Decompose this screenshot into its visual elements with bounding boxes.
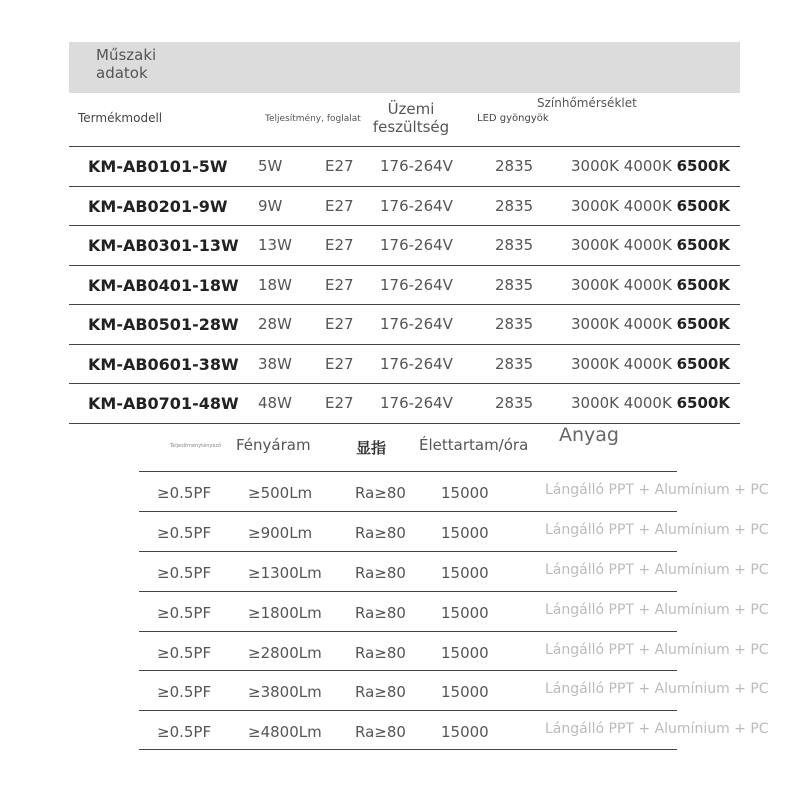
- header-material: Anyag: [559, 424, 619, 446]
- ra-cell: Ra≥80: [355, 723, 406, 741]
- ra-cell: Ra≥80: [355, 564, 406, 582]
- cct-cell: 3000K 4000K 6500K: [571, 394, 730, 412]
- lumen-cell: ≥900Lm: [248, 524, 313, 542]
- header-voltage: Üzemi feszültség: [372, 100, 450, 136]
- header-lifetime: Élettartam/óra: [419, 436, 529, 454]
- header-cct: Színhőmérséklet: [537, 96, 637, 110]
- lumen-cell: ≥3800Lm: [248, 683, 322, 701]
- header-power-factor: Teljesítménytényező: [170, 443, 222, 449]
- lifetime-cell: 15000: [441, 484, 489, 502]
- model-cell: KM-AB0401-18W: [88, 276, 239, 295]
- voltage-cell: 176-264V: [380, 157, 453, 175]
- model-cell: KM-AB0701-48W: [88, 394, 239, 413]
- model-cell: KM-AB0201-9W: [88, 197, 228, 216]
- base-cell: E27: [325, 236, 354, 254]
- table-divider: [69, 423, 740, 424]
- led-cell: 2835: [495, 157, 534, 175]
- page-title: Műszaki adatok: [96, 46, 157, 82]
- table-row: [139, 511, 769, 551]
- cct-cell: 3000K 4000K 6500K: [571, 236, 730, 254]
- table-row: [69, 383, 740, 423]
- ra-cell: Ra≥80: [355, 644, 406, 662]
- material-cell: Lángálló PPT + Alumínium + PC: [545, 482, 769, 498]
- table-row: [139, 670, 769, 710]
- ra-cell: Ra≥80: [355, 683, 406, 701]
- table-row: [69, 344, 740, 384]
- lumen-cell: ≥1300Lm: [248, 564, 322, 582]
- model-cell: KM-AB0601-38W: [88, 355, 239, 374]
- table-divider: [139, 749, 677, 750]
- ra-cell: Ra≥80: [355, 484, 406, 502]
- lifetime-cell: 15000: [441, 723, 489, 741]
- model-cell: KM-AB0501-28W: [88, 315, 239, 334]
- watt-cell: 13W: [258, 236, 292, 254]
- watt-cell: 5W: [258, 157, 283, 175]
- table-row: [139, 591, 769, 631]
- table-row: [139, 471, 769, 511]
- cct-cell: 3000K 4000K 6500K: [571, 315, 730, 333]
- header-ra: 显指: [356, 439, 387, 457]
- voltage-cell: 176-264V: [380, 276, 453, 294]
- base-cell: E27: [325, 394, 354, 412]
- base-cell: E27: [325, 276, 354, 294]
- led-cell: 2835: [495, 276, 534, 294]
- material-cell: Lángálló PPT + Alumínium + PC: [545, 721, 769, 737]
- header-power: Teljesítmény, foglalat: [265, 114, 361, 124]
- base-cell: E27: [325, 355, 354, 373]
- lumen-cell: ≥500Lm: [248, 484, 313, 502]
- pf-cell: ≥0.5PF: [157, 644, 212, 662]
- material-cell: Lángálló PPT + Alumínium + PC: [545, 562, 769, 578]
- pf-cell: ≥0.5PF: [157, 564, 212, 582]
- table-row: [139, 631, 769, 671]
- header-model: Termékmodell: [78, 111, 163, 125]
- lumen-cell: ≥4800Lm: [248, 723, 322, 741]
- cct-cell: 3000K 4000K 6500K: [571, 276, 730, 294]
- lifetime-cell: 15000: [441, 604, 489, 622]
- lifetime-cell: 15000: [441, 644, 489, 662]
- model-cell: KM-AB0301-13W: [88, 236, 239, 255]
- base-cell: E27: [325, 157, 354, 175]
- voltage-cell: 176-264V: [380, 197, 453, 215]
- material-cell: Lángálló PPT + Alumínium + PC: [545, 642, 769, 658]
- table-row: [139, 551, 769, 591]
- header-led: LED gyöngyök: [477, 113, 549, 124]
- watt-cell: 38W: [258, 355, 292, 373]
- watt-cell: 28W: [258, 315, 292, 333]
- pf-cell: ≥0.5PF: [157, 723, 212, 741]
- material-cell: Lángálló PPT + Alumínium + PC: [545, 681, 769, 697]
- cct-cell: 3000K 4000K 6500K: [571, 355, 730, 373]
- voltage-cell: 176-264V: [380, 355, 453, 373]
- voltage-cell: 176-264V: [380, 315, 453, 333]
- cct-cell: 3000K 4000K 6500K: [571, 157, 730, 175]
- table-row: [69, 186, 740, 226]
- led-cell: 2835: [495, 236, 534, 254]
- pf-cell: ≥0.5PF: [157, 484, 212, 502]
- led-cell: 2835: [495, 394, 534, 412]
- table-row: [139, 710, 769, 750]
- model-cell: KM-AB0101-5W: [88, 157, 228, 176]
- ra-cell: Ra≥80: [355, 604, 406, 622]
- material-cell: Lángálló PPT + Alumínium + PC: [545, 602, 769, 618]
- ra-cell: Ra≥80: [355, 524, 406, 542]
- table-row: [69, 225, 740, 265]
- pf-cell: ≥0.5PF: [157, 524, 212, 542]
- lifetime-cell: 15000: [441, 564, 489, 582]
- title-bar: [69, 42, 740, 93]
- cct-cell: 3000K 4000K 6500K: [571, 197, 730, 215]
- watt-cell: 18W: [258, 276, 292, 294]
- led-cell: 2835: [495, 197, 534, 215]
- led-cell: 2835: [495, 355, 534, 373]
- voltage-cell: 176-264V: [380, 394, 453, 412]
- table-row: [69, 146, 740, 186]
- lifetime-cell: 15000: [441, 683, 489, 701]
- voltage-cell: 176-264V: [380, 236, 453, 254]
- lumen-cell: ≥2800Lm: [248, 644, 322, 662]
- header-lumen: Fényáram: [236, 436, 311, 454]
- pf-cell: ≥0.5PF: [157, 604, 212, 622]
- watt-cell: 9W: [258, 197, 283, 215]
- led-cell: 2835: [495, 315, 534, 333]
- table-row: [69, 304, 740, 344]
- lumen-cell: ≥1800Lm: [248, 604, 322, 622]
- material-cell: Lángálló PPT + Alumínium + PC: [545, 522, 769, 538]
- base-cell: E27: [325, 315, 354, 333]
- pf-cell: ≥0.5PF: [157, 683, 212, 701]
- table-row: [69, 265, 740, 305]
- watt-cell: 48W: [258, 394, 292, 412]
- base-cell: E27: [325, 197, 354, 215]
- lifetime-cell: 15000: [441, 524, 489, 542]
